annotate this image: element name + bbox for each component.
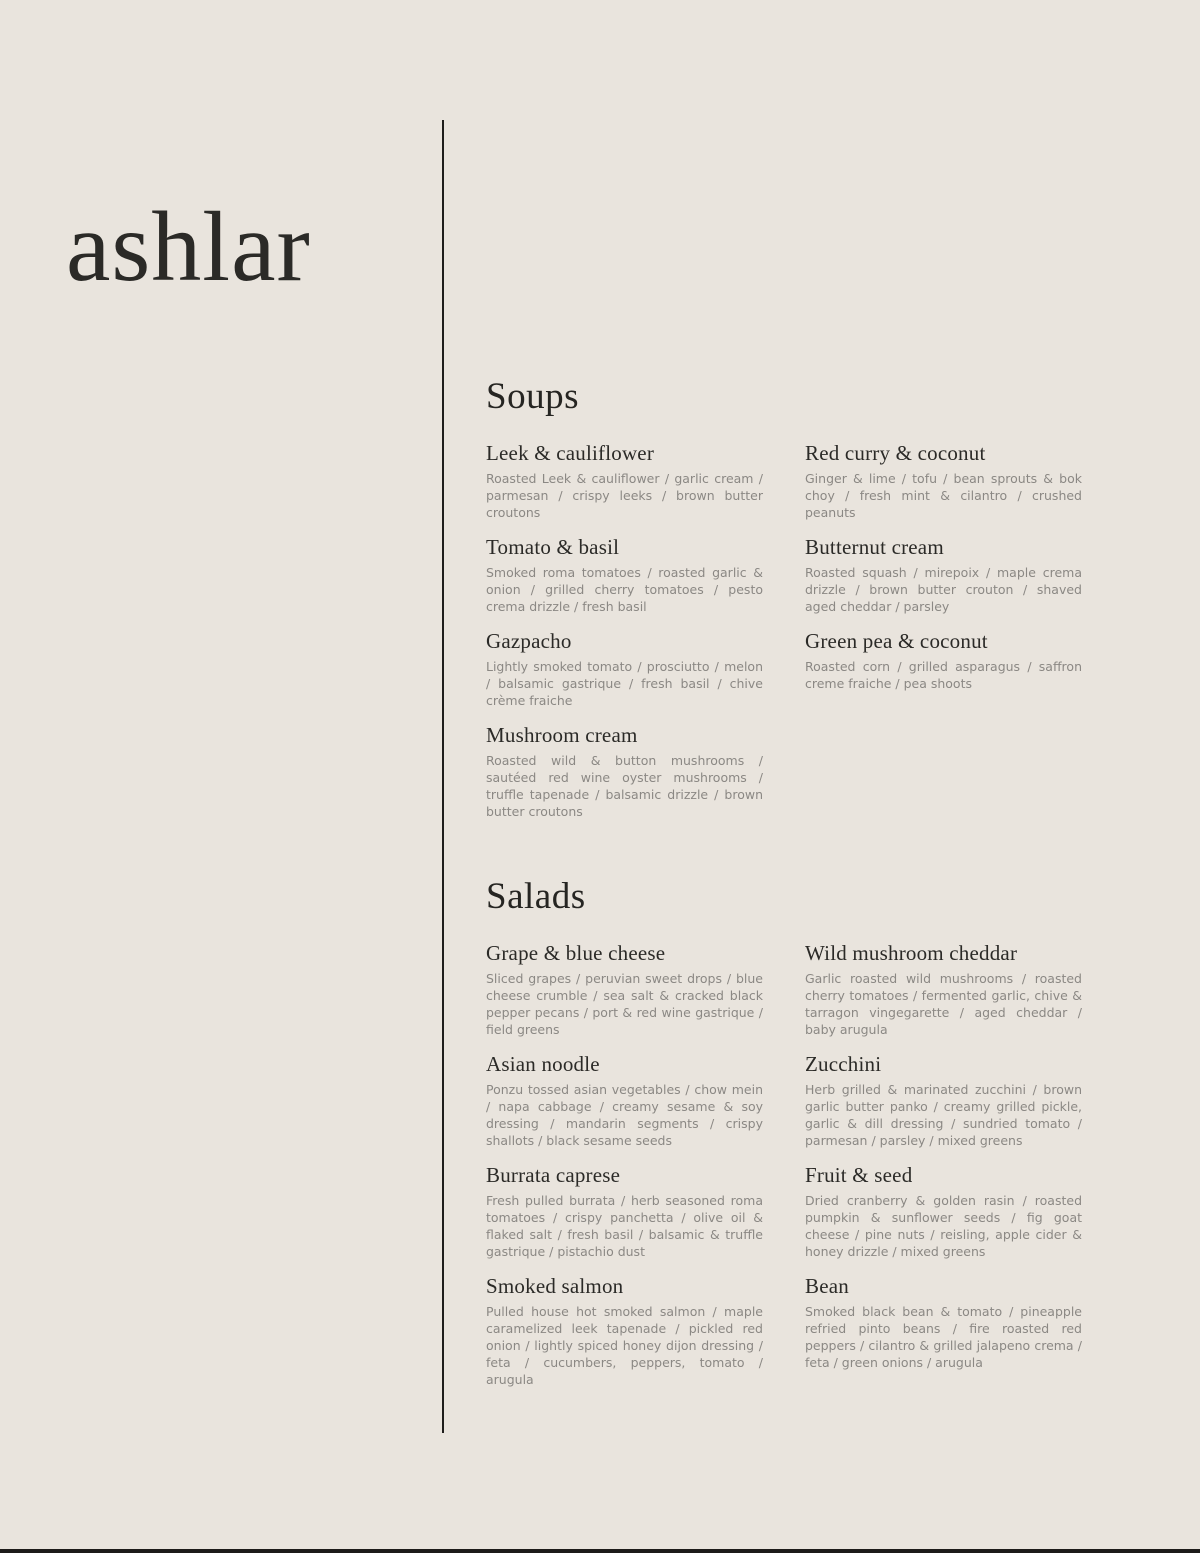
menu-item [805, 1163, 1082, 1260]
menu-item [805, 441, 1082, 521]
menu-item-description: Dried cranberry & golden rasin / roasted pumpkin & sunflower seeds / fig goat cheese / pine nuts / reisling, apple cider & honey drizzle / mixed greens [805, 1192, 1082, 1259]
menu-item-description: Roasted wild & button mushrooms / sautéed red wine oyster mushrooms / truffle tapenade / balsamic drizzle / brown butter croutons [486, 752, 763, 819]
menu-item-title: Leek & cauliflower [486, 440, 655, 465]
menu-item-description: Pulled house hot smoked salmon / maple caramelized leek tapenade / pickled red onion / lightly spiced honey dijon dressing / feta / cucumbers, peppers, tomato / arugula [486, 1303, 763, 1387]
section-title: Soups [486, 376, 579, 417]
menu-content [486, 0, 1082, 1402]
menu-item [486, 441, 763, 521]
menu-item [805, 941, 1082, 1038]
menu-item-title: Gazpacho [486, 628, 572, 653]
bottom-edge-bar [0, 1549, 1200, 1553]
menu-item-title: Mushroom cream [486, 722, 638, 747]
menu-item [486, 723, 763, 820]
menu-item [486, 1052, 763, 1149]
menu-item [486, 1163, 763, 1260]
menu-items-grid [486, 941, 1082, 1402]
menu-item [486, 629, 763, 709]
menu-item-title: Asian noodle [486, 1051, 600, 1076]
menu-item-title: Wild mushroom cheddar [805, 940, 1018, 965]
menu-item-description: Smoked roma tomatoes / roasted garlic & onion / grilled cherry tomatoes / pesto crema drizzle / fresh basil [486, 564, 763, 614]
menu-item-title: Tomato & basil [486, 534, 620, 559]
menu-item-description: Roasted Leek & cauliflower / garlic cream / parmesan / crispy leeks / brown butter croutons [486, 470, 763, 520]
menu-item [486, 1274, 763, 1388]
menu-item-description: Sliced grapes / peruvian sweet drops / blue cheese crumble / sea salt & cracked black pepper pecans / port & red wine gastrique / field greens [486, 970, 763, 1037]
menu-item-description: Roasted squash / mirepoix / maple crema drizzle / brown butter crouton / shaved aged cheddar / parsley [805, 564, 1082, 614]
menu-item-title: Grape & blue cheese [486, 940, 666, 965]
menu-item-description: Garlic roasted wild mushrooms / roasted cherry tomatoes / fermented garlic, chive & tarragon vingegarette / aged cheddar / baby arugula [805, 970, 1082, 1037]
menu-section-soups [486, 378, 1082, 834]
menu-section-salads [486, 875, 1082, 1402]
menu-item [486, 535, 763, 615]
menu-item [486, 941, 763, 1038]
menu-item-title: Burrata caprese [486, 1162, 621, 1187]
menu-item [805, 535, 1082, 615]
menu-item-title: Butternut cream [805, 534, 944, 559]
menu-item [805, 629, 1082, 692]
menu-item-description: Herb grilled & marinated zucchini / brown garlic butter panko / creamy grilled pickle, garlic & dill dressing / sundried tomato / parmesan / parsley / mixed greens [805, 1081, 1082, 1148]
menu-item [805, 1274, 1082, 1371]
menu-item-title: Fruit & seed [805, 1162, 913, 1187]
menu-item-description: Fresh pulled burrata / herb seasoned roma tomatoes / crispy panchetta / olive oil & flaked salt / fresh basil / balsamic & truffle gastrique / pistachio dust [486, 1192, 763, 1259]
menu-item-title: Bean [805, 1273, 849, 1298]
menu-item-title: Green pea & coconut [805, 628, 988, 653]
menu-item [805, 1052, 1082, 1149]
menu-item-description: Ginger & lime / tofu / bean sprouts & bok choy / fresh mint & cilantro / crushed peanuts [805, 470, 1082, 520]
menu-items-grid [486, 441, 1082, 834]
menu-item-title: Smoked salmon [486, 1273, 624, 1298]
brand-logo: ashlar [66, 191, 311, 302]
vertical-divider [442, 120, 444, 1433]
menu-item-title: Zucchini [805, 1051, 882, 1076]
menu-item-description: Smoked black bean & tomato / pineapple refried pinto beans / fire roasted red peppers / cilantro & grilled jalapeno crema / feta / green onions / arugula [805, 1303, 1082, 1370]
menu-item-description: Ponzu tossed asian vegetables / chow mein / napa cabbage / creamy sesame & soy dressing / mandarin segments / crispy shallots / black sesame seeds [486, 1081, 763, 1148]
menu-item-description: Lightly smoked tomato / prosciutto / melon / balsamic gastrique / fresh basil / chive crème fraiche [486, 658, 763, 708]
menu-item-title: Red curry & coconut [805, 440, 986, 465]
section-title: Salads [486, 875, 586, 917]
menu-item-description: Roasted corn / grilled asparagus / saffron creme fraiche / pea shoots [805, 658, 1082, 691]
